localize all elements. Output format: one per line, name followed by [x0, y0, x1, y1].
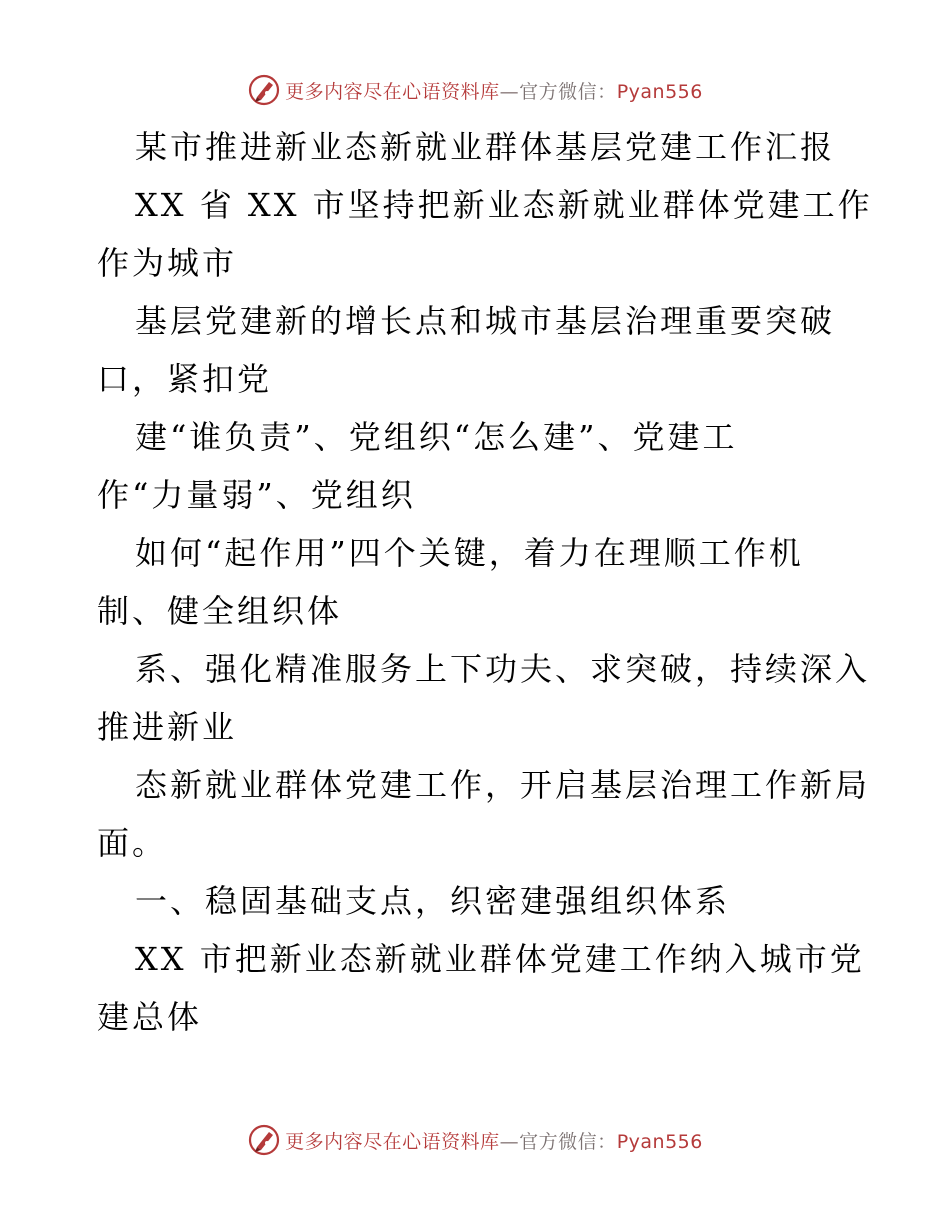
document-line: 基层党建新的增长点和城市基层治理重要突破: [135, 302, 836, 340]
document-line: 如何“起作用”四个关键，着力在理顺工作机: [135, 534, 804, 572]
document-line: 面。: [97, 824, 168, 862]
document-line: 一、稳固基础支点，织密建强组织体系: [135, 882, 731, 920]
watermark-banner: [247, 1123, 703, 1157]
pen-logo-icon: [247, 73, 281, 107]
document-line: 推进新业: [97, 708, 238, 746]
document-line: XX 市把新业态新就业群体党建工作纳入城市党: [135, 940, 865, 978]
document-line: 作“力量弱”、党组织: [97, 476, 416, 514]
document-line: 建总体: [97, 998, 203, 1036]
pen-logo-icon: [247, 1123, 281, 1157]
watermark-wechat-id: Pyan556: [616, 80, 703, 103]
watermark-separator: —: [499, 1130, 520, 1153]
document-line: 系、强化精准服务上下功夫、求突破，持续深入: [135, 650, 871, 688]
document-line: XX 省 XX 市坚持把新业态新就业群体党建工作: [135, 186, 873, 224]
document-line: 某市推进新业态新就业群体基层党建工作汇报: [135, 128, 836, 166]
footer-watermark: [0, 1120, 950, 1160]
document-line: 制、健全组织体: [97, 592, 343, 630]
document-line: 态新就业群体党建工作，开启基层治理工作新局: [135, 766, 871, 804]
watermark-separator: —: [499, 80, 520, 103]
watermark-wechat-label: 官方微信：: [519, 80, 617, 103]
watermark-banner: [247, 73, 703, 107]
document-body: [97, 118, 873, 1046]
watermark-wechat-label: 官方微信：: [519, 1130, 617, 1153]
header-watermark: [0, 70, 950, 110]
document-line: 作为城市: [97, 244, 238, 282]
document-line: 建“谁负责”、党组织“怎么建”、党建工: [135, 418, 738, 456]
document-line: 口，紧扣党: [97, 360, 273, 398]
watermark-site-text: 更多内容尽在心语资料库: [285, 1130, 500, 1153]
watermark-wechat-id: Pyan556: [616, 1130, 703, 1153]
watermark-site-text: 更多内容尽在心语资料库: [285, 80, 500, 103]
